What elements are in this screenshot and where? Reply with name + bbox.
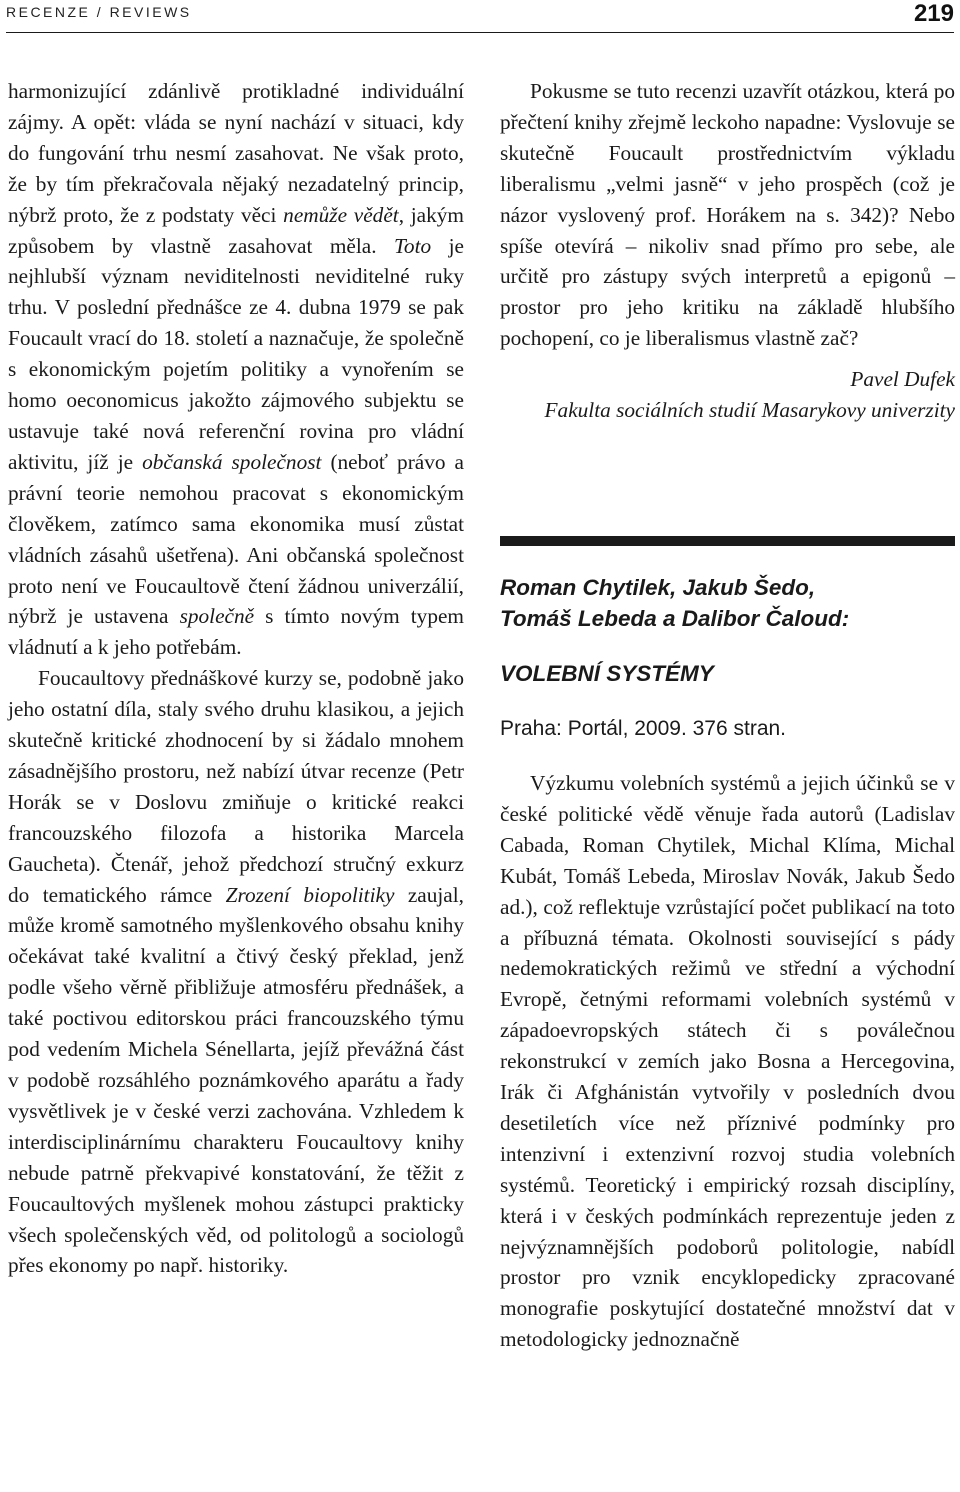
text-run: (neboť právo a právní teorie nemohou pracovat s ekonomickým člověkem, zatímco sama ekonomika musí zůstat vládních zásahů ušetřena). Ani občanská společnost proto není ve Foucaultově čtení žádnou univerzálií, nýbrž je ustavena (8, 449, 464, 629)
reviewer-name: Pavel Dufek (850, 367, 955, 392)
book-authors (500, 572, 955, 634)
text-run: s tímto novým typem vládnutí a k jeho potřebám. (8, 604, 464, 660)
italic-text: společně (179, 604, 255, 629)
paragraph-1 (8, 76, 464, 663)
section-divider (500, 536, 955, 546)
right-column (500, 76, 955, 1355)
page-number: 219 (913, 0, 954, 27)
italic-text: Toto (394, 233, 432, 258)
text-run: je nejhlubší význam neviditelnosti neviditelné ruky trhu. V poslední přednášce ze 4. dubna 1979 se pak Foucault vrací do 18. století a naznačuje, že společně s ekonomickým pojetím politiky a vynořením se homo oeconomicus jakožto zájmového subjektu se ustavuje také nová referenční rovina pro vládní aktivitu, jíž je (8, 233, 464, 474)
page-header (6, 0, 954, 33)
text-run: Foucaultovy přednáškové kurzy se, podobně jako jeho ostatní díla, staly svého druhu klasikou, a jejich skutečně kritické zhodnocení by si žádalo mnohem zásadnějšího prostoru, než nabízí útvar recenze (Petr Horák se v Doslovu zmiňuje o kritické reakci francouzského filozofa a historika Marcela Gaucheta). Čtenář, jehož předchozí stručný exkurz do tematického rámce (8, 666, 464, 907)
review-paragraph: Výzkumu volebních systémů a jejich účinků se v české politické vědě věnuje řada autorů (Ladislav Cabada, Roman Chytilek, Michal Klíma, Michal Kubát, Tomáš Lebeda, Miroslav Novák, Jakub Šedo ad.), což reflektuje vzrůstající počet publikací na toto a příbuzná témata. Okolnosti související s pády nedemokratických režimů ve střední a východní Evropě, četnými reformami volebních systémů v západoevropských státech či s poválečnou rekonstrukcí v zemích jako Bosna a Hercegovina, Irák či Afghánistán vytvořily v posledních dvou desetiletích více než příznivé podmínky pro intenzivní i extenzivní rozvoj studia volebních systémů. Teoretický i empirický rozsah disciplíny, která i v českých podmínkách reprezentuje jeden z nejvýznamnějších podoborů politologie, nabídl prostor pro vznik encyklopedicky zpracované monografie poskytující dostatečné množství dat v metodologicky jednoznačně (500, 770, 955, 1352)
text-run: zaujal, může kromě samotného myšlenkového obsahu knihy očekávat také kvalitní a čtivý český překlad, jenž podle všeho věrně přibližuje atmosféru přednášek, a také poctivou editorskou práci francouzského týmu pod vedením Michela Sénellarta, jejíž převážná část v podobě rozsáhlého poznámkového aparátu a řady vysvětlivek je v české verzi zachována. Vzhledem k interdisciplinárnímu charakteru Foucaultovy knihy nebude patrně překvapivé konstatování, že těžit z Foucaultových myšlenek mohou zástupci prakticky všech společenských věd, od politologů a sociologů přes ekonomy po např. historiky. (8, 882, 464, 1278)
book-authors-line-2: Tomáš Lebeda a Dalibor Čaloud: (500, 605, 850, 631)
text-run: , jakým způsobem by vlastně zasahovat měla. (8, 202, 464, 258)
book-publication: Praha: Portál, 2009. 376 stran. (500, 716, 787, 740)
book-title: VOLEBNÍ SYSTÉMY (500, 660, 714, 686)
book-authors-line-1: Roman Chytilek, Jakub Šedo, (500, 574, 816, 600)
left-column (8, 76, 464, 1281)
italic-text: Zrození biopolitiky (225, 882, 395, 907)
running-head: RECENZE / REVIEWS (6, 4, 192, 20)
text-run: harmonizující zdánlivě protikladné individuální zájmy. A opět: vláda se nyní nachází v situaci, kdy do fungování trhu nesmí zasahovat. Ne však proto, že by tím překračovala nějaký nezadatelný princip, nýbrž proto, že z podstaty věci (8, 79, 464, 227)
reviewer-affiliation: Fakulta sociálních studií Masarykovy univerzity (544, 398, 955, 423)
paragraph-2 (8, 663, 464, 1281)
italic-text: nemůže vědět (283, 202, 399, 227)
closing-paragraph: Pokusme se tuto recenzi uzavřít otázkou, která po přečtení knihy zřejmě leckoho napadne: Vyslovuje se skutečně Foucault prostřednictvím výkladu liberalismu „velmi jasně“ v jeho prospěch (což je názor vyslovený prof. Horákem na s. 342)? Nebo spíše otevírá – nikoliv snad přímo pro sebe, ale určitě pro zástupy svých interpretů a epigonů – prostor pro jeho kritiku na základě hlubšího pochopení, co je liberalismus vlastně zač? (500, 79, 955, 351)
italic-text: občanská společnost (142, 449, 322, 474)
